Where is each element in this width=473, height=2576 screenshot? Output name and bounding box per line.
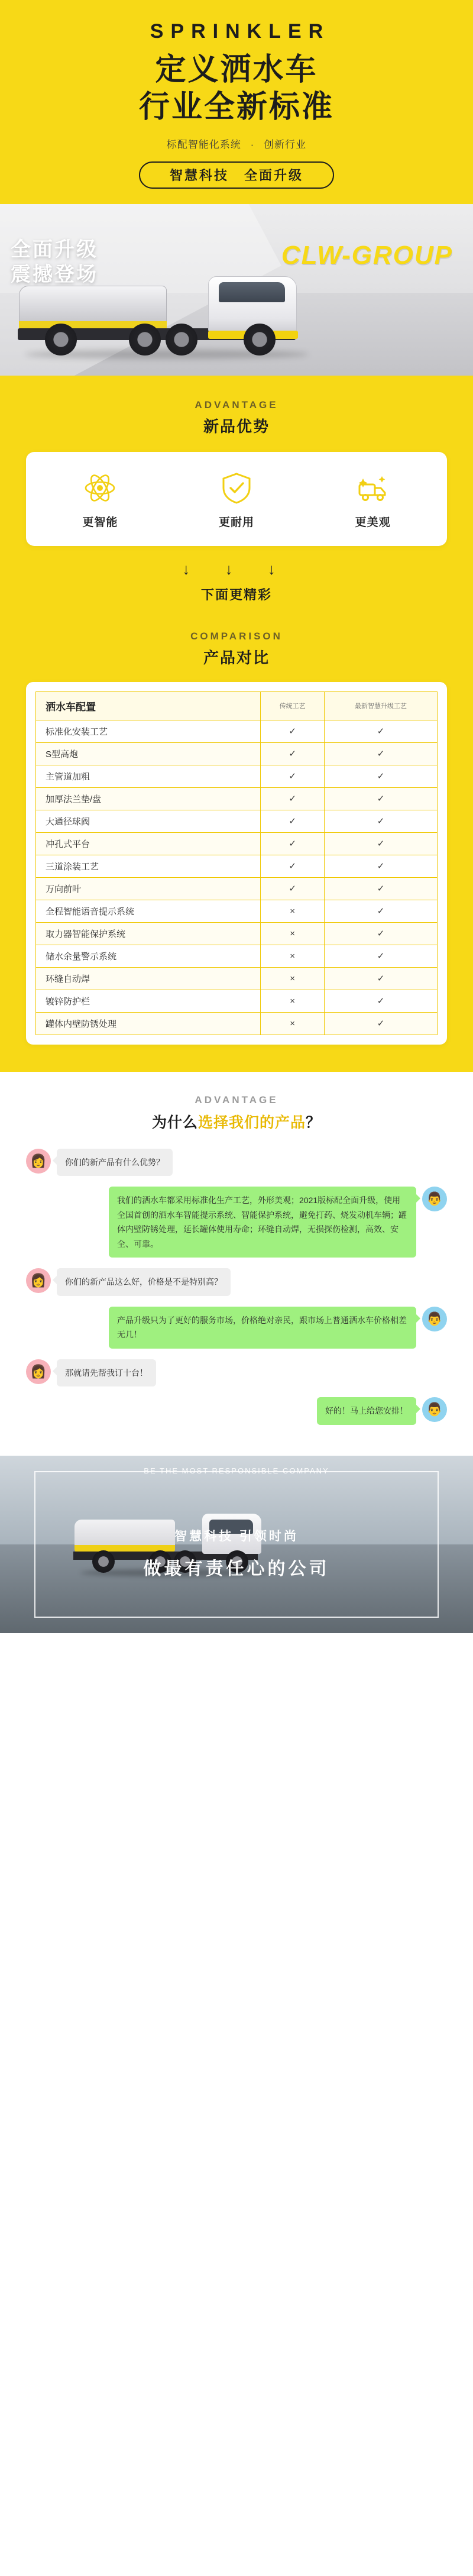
atom-icon [32,470,169,506]
advantage-item [304,470,441,529]
row-new-value: ✓ [325,990,438,1012]
qa-heading-before: 为什么 [151,1114,198,1131]
row-new-value: ✓ [325,967,438,990]
hero-subtitle-dot: · [250,138,255,150]
truck-cab-window [219,282,285,302]
customer-avatar: 👩 [26,1359,51,1384]
comparison-table [35,691,438,1035]
advantage-heading-en: ADVANTAGE [195,399,278,411]
table-row [36,720,438,742]
row-label: 大通径球阀 [36,810,261,832]
row-label: 全程智能语音提示系统 [36,900,261,922]
advantage-item-label: 更美观 [355,516,391,529]
row-new-value: ✓ [325,922,438,945]
row-new-value: ✓ [325,900,438,922]
truck-wheel [45,324,77,355]
row-label: 冲孔式平台 [36,832,261,855]
chat-bubble: 好的！马上给您安排！ [317,1397,416,1425]
chat-bubble: 你们的新产品有什么优势？ [57,1149,173,1177]
row-old-value: ✓ [261,742,325,765]
row-new-value: ✓ [325,855,438,877]
footer-tagline-cn2: 做最有责任心的公司 [143,1559,330,1579]
row-new-value: ✓ [325,810,438,832]
row-label: 加厚法兰垫/盘 [36,787,261,810]
row-old-value: ✓ [261,855,325,877]
hero-photo [0,204,473,376]
hero-title-cn-line2: 行业全新标准 [138,90,334,125]
row-label: 环缝自动焊 [36,967,261,990]
chat-row [26,1149,447,1177]
table-col-new: 最新智慧升级工艺 [325,691,438,720]
row-label: 万向前叶 [36,877,261,900]
photo-badge-line2: 震撼登场 [11,263,98,286]
row-old-value: ✓ [261,720,325,742]
table-row [36,810,438,832]
chat-thread [26,1149,447,1425]
chat-row [26,1359,447,1387]
table-row [36,787,438,810]
advantage-item-label: 更智能 [82,516,118,529]
row-old-value: ✓ [261,787,325,810]
table-row [36,765,438,787]
qa-heading-after: ？ [306,1114,322,1131]
table-row [36,990,438,1012]
table-row [36,900,438,922]
chat-row [26,1268,447,1296]
table-col-old: 传统工艺 [261,691,325,720]
truck-wheel [244,324,276,355]
row-label: 三道涂装工艺 [36,855,261,877]
row-label: 储水余量警示系统 [36,945,261,967]
row-label: 镀锌防护栏 [36,990,261,1012]
more-below-text: 下面更精彩 [200,587,272,602]
qa-section [0,1072,473,1456]
down-arrows-icon: ↓ ↓ ↓ [182,560,291,578]
row-old-value: × [261,990,325,1012]
customer-avatar: 👩 [26,1268,51,1293]
hero-subtitle-right: 创新行业 [264,138,307,150]
hero-title-en: SPRINKLER [150,20,331,43]
row-label: 取力器智能保护系统 [36,922,261,945]
row-old-value: × [261,967,325,990]
table-row [36,1012,438,1035]
sales-avatar: 👨 [422,1187,447,1211]
row-new-value: ✓ [325,787,438,810]
table-row [36,967,438,990]
row-old-value: × [261,945,325,967]
chat-bubble: 那就请先帮我订十台！ [57,1359,156,1387]
row-old-value: × [261,922,325,945]
row-old-value: × [261,900,325,922]
table-row [36,945,438,967]
row-new-value: ✓ [325,742,438,765]
row-label: S型高炮 [36,742,261,765]
sales-avatar: 👨 [422,1397,447,1422]
table-row [36,832,438,855]
sales-avatar: 👨 [422,1307,447,1331]
advantage-heading-cn: 新品优势 [203,417,270,435]
row-new-value: ✓ [325,720,438,742]
chat-bubble: 你们的新产品这么好，价格是不是特别高？ [57,1268,231,1296]
qa-heading-highlight: 选择我们的产品 [197,1114,306,1131]
qa-heading-en: ADVANTAGE [195,1094,278,1106]
row-new-value: ✓ [325,877,438,900]
chat-row [26,1307,447,1349]
hero-pill-right: 全面升级 [244,168,304,183]
advantage-card [26,452,447,546]
footer-tagline-cn1: 智慧科技 引领时尚 [174,1529,299,1543]
footer-tagline-en: BE THE MOST RESPONSIBLE COMPANY [144,1466,329,1475]
row-old-value: ✓ [261,765,325,787]
table-col-config: 洒水车配置 [36,691,261,720]
advantage-item [32,470,169,529]
table-header-row [36,691,438,720]
shield-icon [169,470,305,506]
hero-subtitle-left: 标配智能化系统 [166,138,241,150]
row-label: 标准化安装工艺 [36,720,261,742]
truck-wheel [166,324,197,355]
row-label: 主管道加粗 [36,765,261,787]
hero-section [0,0,473,376]
table-row [36,922,438,945]
customer-avatar: 👩 [26,1149,51,1174]
chat-row [26,1397,447,1425]
row-old-value: ✓ [261,810,325,832]
advantage-section [0,376,473,1072]
row-old-value: ✓ [261,832,325,855]
chat-bubble: 我们的洒水车都采用标准化生产工艺，外形美观；2021版标配全面升级，使用全国首创的洒水车智能提示系统、智能保护系统，避免打药、烧发动机车辆；罐体内壁防锈处理，延长罐体使用寿命；环缝自动焊，无损探伤检测，高效、安全、可靠。 [109,1187,416,1258]
row-old-value: × [261,1012,325,1035]
hero-title-cn-line1: 定义洒水车 [155,53,318,87]
row-new-value: ✓ [325,945,438,967]
row-label: 罐体内壁防锈处理 [36,1012,261,1035]
truck-wheel [129,324,161,355]
brand-wordmark: CLW-GROUP [281,240,453,270]
row-new-value: ✓ [325,1012,438,1035]
hero-pill-left: 智慧科技 [169,168,229,183]
row-new-value: ✓ [325,832,438,855]
photo-badge-line1: 全面升级 [11,238,98,261]
row-old-value: ✓ [261,877,325,900]
comparison-heading-cn: 产品对比 [203,648,270,667]
table-row [36,855,438,877]
chat-row [26,1187,447,1258]
chat-bubble: 产品升级只为了更好的服务市场，价格绝对亲民，跟市场上普通洒水车价格相差无几！ [109,1307,416,1349]
comparison-table-wrap [26,682,447,1045]
comparison-heading [0,631,473,668]
sprinkler-truck-illustration [13,260,427,360]
hero-subtitle [0,136,473,151]
advantage-heading [0,399,473,437]
truck-sparkle-icon [304,470,441,506]
hero-title-cn [0,51,473,127]
row-new-value: ✓ [325,765,438,787]
hero-pill-badge [139,161,334,189]
table-row [36,877,438,900]
qa-heading-cn [0,1111,473,1132]
advantage-item-label: 更耐用 [219,516,255,529]
advantage-item [169,470,305,529]
table-row [36,742,438,765]
footer-section [0,1456,473,1633]
comparison-heading-en: COMPARISON [190,630,283,642]
comparison-table-body [36,720,438,1035]
